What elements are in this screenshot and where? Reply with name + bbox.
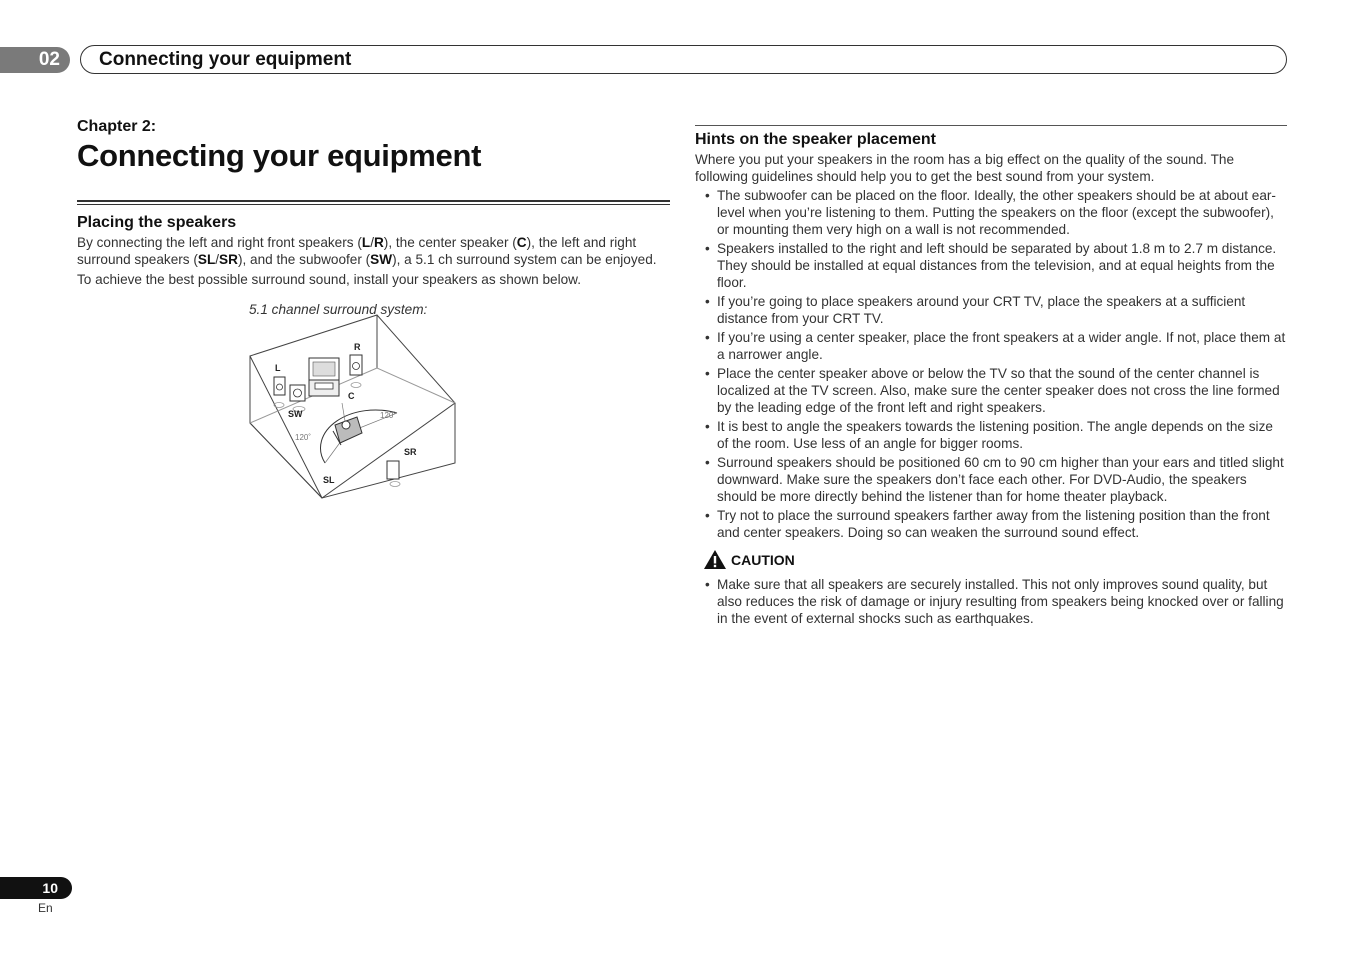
running-header xyxy=(80,45,1287,74)
speaker-surround-left-icon xyxy=(387,461,400,487)
placing-paragraph-2: To achieve the best possible surround sound, install your speakers as shown below. xyxy=(77,272,582,287)
label-l: L xyxy=(275,363,281,373)
label-sl: SL xyxy=(323,475,335,485)
section-title-hints: Hints on the speaker placement xyxy=(695,131,936,148)
running-header-title: Connecting your equipment xyxy=(99,48,352,70)
hints-intro: Where you put your speakers in the room has a big effect on the quality of the sound. The following guidelines should help you to get the best sound from your system. xyxy=(695,152,1235,184)
chapter-label: Chapter 2: xyxy=(77,118,157,135)
left-column xyxy=(77,118,670,485)
tv-icon xyxy=(309,358,339,396)
list-item: • It is best to angle the speakers towards the listening position. The angle depends on the size of the room. Use less of an angle for bigger rooms. xyxy=(695,418,1287,452)
list-item: • Surround speakers should be positioned 60 cm to 90 cm higher than your ears and titled slight downward. Make sure the speakers don’t face each other. For DVD-Audio, the speakers should be more directly behind the listener than for home theater playback. xyxy=(695,454,1287,505)
caution-heading xyxy=(703,549,1287,570)
diagram-caption: 5.1 channel surround system: xyxy=(249,302,428,317)
label-c: C xyxy=(348,391,355,401)
chapter-number: 02 xyxy=(38,49,60,70)
list-item: • Speakers installed to the right and left should be separated by about 1.8 m to 2.7 m distance. They should be installed at equal distances from the television, and at equal heights from the floor. xyxy=(695,240,1287,291)
page-number-tab xyxy=(0,877,72,899)
page-number: 10 xyxy=(42,880,58,896)
caution-label: CAUTION xyxy=(731,551,795,568)
title-divider xyxy=(77,200,670,205)
language-code: En xyxy=(38,901,53,915)
right-column xyxy=(695,125,1287,629)
list-item: • If you’re going to place speakers around your CRT TV, place the speakers at a sufficient distance from your CRT TV. xyxy=(695,293,1287,327)
list-item: • The subwoofer can be placed on the floor. Ideally, the other speakers should be at about ear-level when you’re listening to them. Putting the speakers on the floor (except the subwoofer), or mounting them very high on a wall is not recommended. xyxy=(695,187,1287,238)
list-item: • Try not to place the surround speakers farther away from the listening position than the front and center speakers. Doing so can weaken the surround sound effect. xyxy=(695,507,1287,541)
caution-list xyxy=(695,576,1287,627)
hints-list xyxy=(695,187,1287,541)
section-title-placing: Placing the speakers xyxy=(77,214,237,231)
speaker-layout-diagram xyxy=(247,313,467,513)
chapter-number-tab xyxy=(0,47,70,73)
list-item: • Place the center speaker above or below the TV so that the sound of the center channel is localized at the TV screen. Also, make sure the center speaker does not cross the line formed by the leading edge of the front left and right speakers. xyxy=(695,365,1287,416)
label-sr: SR xyxy=(404,447,417,457)
label-r: R xyxy=(354,342,361,352)
placing-paragraph: By connecting the left and right front speakers (L/R), the center speaker (C), the left and right surround speakers (SL/SR), and the subwoofer (SW), a 5.1 ch surround system can be enjoyed. xyxy=(77,235,657,267)
chapter-title: Connecting your equipment xyxy=(77,138,482,173)
list-item: • If you’re using a center speaker, place the front speakers at a wider angle. If not, place them at a narrower angle. xyxy=(695,329,1287,363)
warning-icon xyxy=(703,549,727,570)
angle-right-label: 120˚ xyxy=(380,411,397,420)
angle-left-label: 120˚ xyxy=(295,433,312,442)
list-item: • Make sure that all speakers are securely installed. This not only improves sound quality, but also reduces the risk of damage or injury resulting from speakers being knocked over or falling in the event of external shocks such as earthquakes. xyxy=(695,576,1287,627)
label-sw: SW xyxy=(288,409,303,419)
